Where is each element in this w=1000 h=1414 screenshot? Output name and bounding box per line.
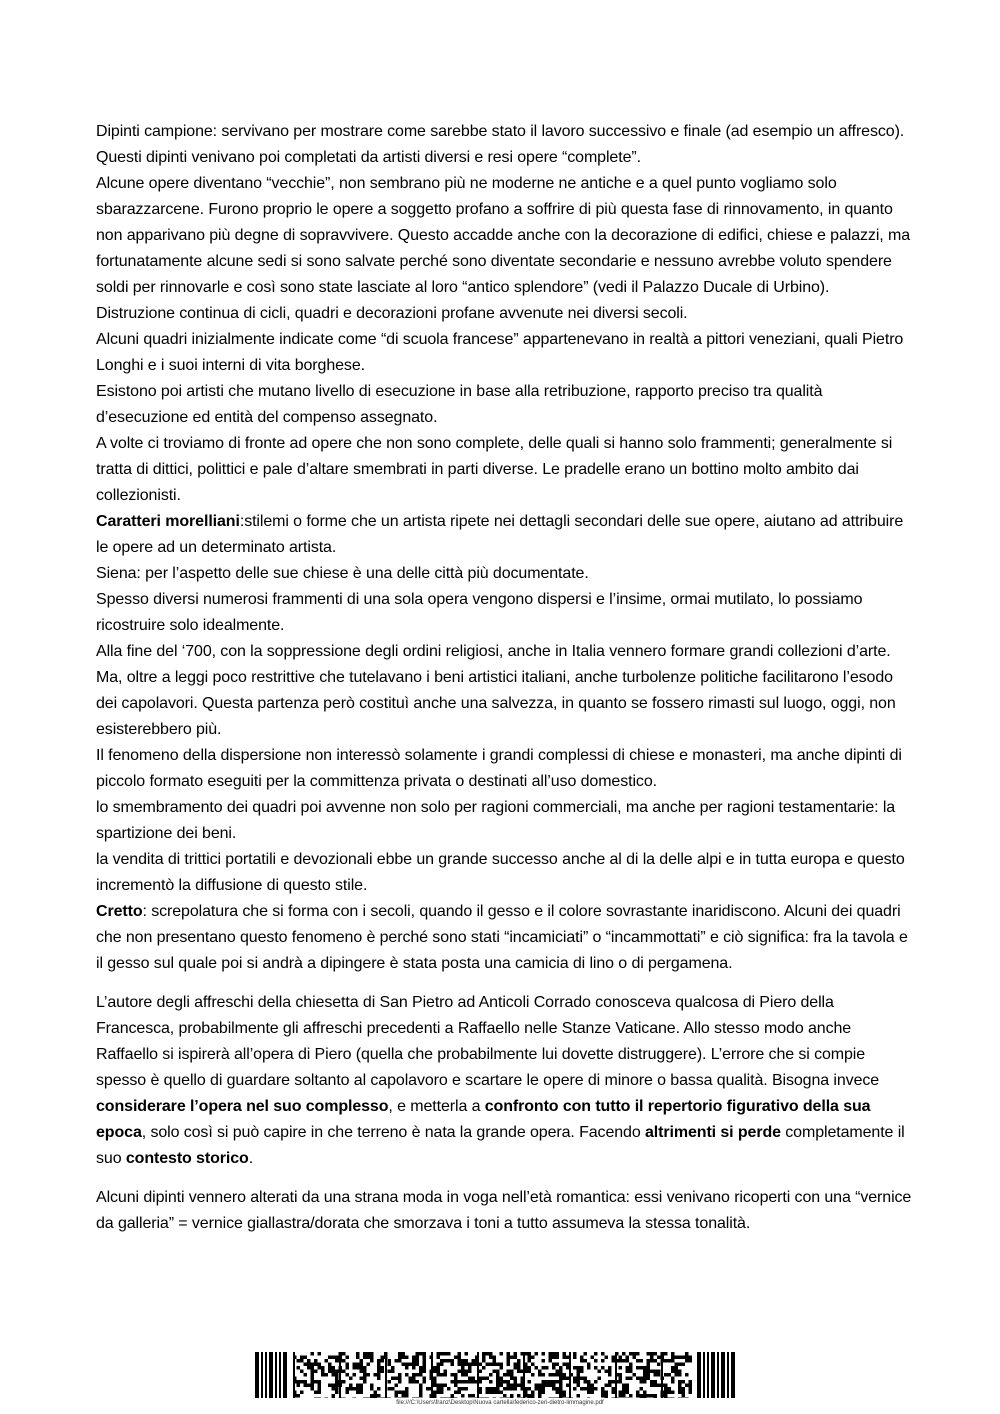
text-run: la vendita di trittici portatili e devozionali ebbe un grande successo anche al di la delle alpi e in tutta europa e questo incrementò la diffusione di questo stile.: [96, 851, 905, 894]
text-run: completamente il suo: [96, 1124, 905, 1167]
text-run: Spesso diversi numerosi frammenti di una sola opera vengono dispersi e l’insime, ormai mutilato, lo possiamo ricostruire solo idealmente.: [96, 591, 863, 634]
barcode-image: [255, 1352, 735, 1398]
paragraph: [96, 847, 912, 899]
paragraph: [96, 431, 912, 509]
text-run: Dipinti campione: servivano per mostrare come sarebbe stato il lavoro successivo e finale (ad esempio un affresco). Questi dipinti venivano poi completati da artisti diversi e resi opere “complete”.: [96, 123, 905, 166]
paragraph: [96, 379, 912, 431]
bold-term: Caratteri morelliani: [96, 513, 240, 530]
text-run: , solo così si può capire in che terreno è nata la grande opera. Facendo: [141, 1124, 645, 1141]
paragraph: [96, 899, 912, 977]
bold-term: contesto storico: [125, 1150, 249, 1167]
text-run: A volte ci troviamo di fronte ad opere che non sono complete, delle quali si hanno solo frammenti; generalmente si tratta di dittici, polittici e pale d’altare smembrati in parti diverse. Le pradelle erano un bottino molto ambito dai collezionisti.: [96, 435, 893, 504]
text-run: Esistono poi artisti che mutano livello di esecuzione in base alla retribuzione, rapporto preciso tra qualità d’esecuzione ed entità del compenso assegnato.: [96, 383, 823, 426]
bold-term: Cretto: [96, 903, 143, 920]
bold-term: considerare l’opera nel suo complesso: [96, 1098, 389, 1115]
text-run: , e metterla a: [388, 1098, 485, 1115]
paragraph: [96, 171, 912, 327]
paragraph: [96, 561, 912, 587]
footer-file-path: file:///C:\Users\franz\Desktop\Nuova cartella\federico-zeri-dietro-limmagine.pdf: [396, 1400, 604, 1406]
paragraph: [96, 1185, 912, 1237]
paragraph: [96, 639, 912, 743]
text-run: : screpolatura che si forma con i secoli, quando il gesso e il colore sovrastante inaridiscono. Alcuni dei quadri che non presentano questo fenomeno è perché sono stati “incamiciati” o “incammottati” e ciò significa: fra la tavola e il gesso sul quale poi si andrà a dipingere è stata posta una camicia di lino o di pergamena.: [96, 903, 908, 972]
text-run: L’autore degli affreschi della chiesetta di San Pietro ad Anticoli Corrado conosceva qualcosa di Piero della Francesca, probabilmente gli affreschi precedenti a Raffaello nelle Stanze Vaticane. Allo stesso modo anche Raffaello si ispirerà all’opera di Piero (quella che probabilmente lui dovette distruggere). L’errore che si compie spesso è quello di guardare soltanto al capolavoro e scartare le opere di minore o bassa qualità. Bisogna invece: [96, 994, 880, 1089]
text-run: lo smembramento dei quadri poi avvenne non solo per ragioni commerciali, ma anche per ragioni testamentarie: la spartizione dei beni.: [96, 799, 896, 842]
text-run: Siena: per l’aspetto delle sue chiese è una delle città più documentate.: [96, 565, 589, 582]
paragraph: [96, 743, 912, 795]
paragraph: [96, 990, 912, 1172]
text-run: Alcuni quadri inizialmente indicate come “di scuola francese” appartenevano in realtà a pittori veneziani, quali Pietro Longhi e i suoi interni di vita borghese.: [96, 331, 904, 374]
bold-term: confronto con tutto il repertorio figurativo della sua epoca: [96, 1098, 871, 1141]
text-run: Alla fine del ‘700, con la soppressione degli ordini religiosi, anche in Italia vennero formare grandi collezioni d’arte. Ma, oltre a leggi poco restrittive che tutelavano i beni artistici italiani, anche turbolenze politiche facilitarono l’esodo dei capolavori. Questa partenza però costituì anche una salvezza, in quanto se fossero rimasti sul luogo, oggi, non esisterebbero più.: [96, 643, 896, 738]
paragraph: [96, 509, 912, 561]
bold-term: altrimenti si perde: [645, 1124, 781, 1141]
text-run: Il fenomeno della dispersione non interessò solamente i grandi complessi di chiese e monasteri, ma anche dipinti di piccolo formato eseguiti per la committenza privata o destinati all’uso domestico.: [96, 747, 902, 790]
text-run: :stilemi o forme che un artista ripete nei dettagli secondari delle sue opere, aiutano ad attribuire le opere ad un determinato artista.: [96, 513, 904, 556]
paragraph: [96, 327, 912, 379]
text-run: .: [248, 1150, 254, 1167]
paragraph: [96, 119, 912, 171]
text-run: Alcune opere diventano “vecchie”, non sembrano più ne moderne ne antiche e a quel punto vogliamo solo sbarazzarcene. Furono proprio le opere a soggetto profano a soffrire di più questa fase di rinnovamento, in quanto non apparivano più degne di sopravvivere. Questo accadde anche con la decorazione di edifici, chiese e palazzi, ma fortunatamente alcune sedi si sono salvate perché sono diventate secondarie e nessuno avrebbe voluto spendere soldi per rinnovarle e così sono state lasciate al loro “antico splendore” (vedi il Palazzo Ducale di Urbino). Distruzione continua di cicli, quadri e decorazioni profane avvenute nei diversi secoli.: [96, 175, 911, 322]
paragraph: [96, 587, 912, 639]
text-run: Alcuni dipinti vennero alterati da una strana moda in voga nell’età romantica: essi venivano ricoperti con una “vernice da galleria” = vernice giallastra/dorata che smorzava i toni a tutto assumeva la stessa tonalità.: [96, 1189, 912, 1232]
paragraph: [96, 795, 912, 847]
document-body: [96, 119, 912, 1237]
